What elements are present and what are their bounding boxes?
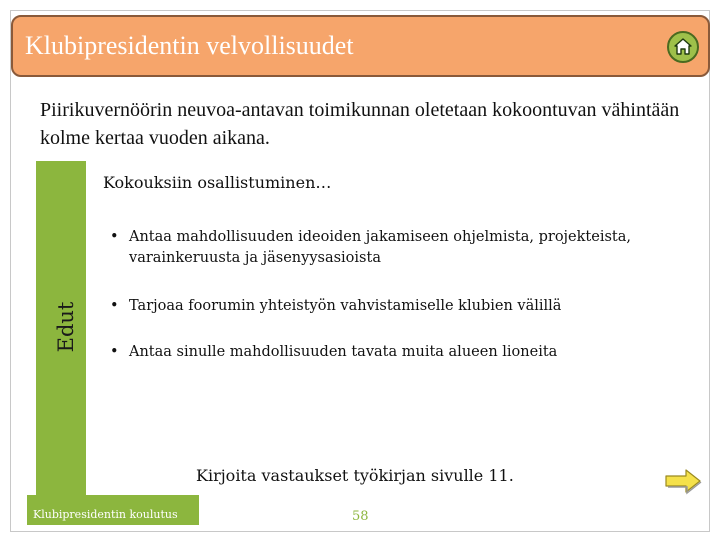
bullet: • xyxy=(110,344,119,360)
intro-text: Piirikuvernöörin neuvoa-antavan toimikunnan oletetaan kokoontuvan vähintään kolme kertaa vuoden aikana. xyxy=(40,99,680,149)
bullet: • xyxy=(110,298,119,314)
next-arrow-icon[interactable] xyxy=(664,466,704,496)
page-title: Klubipresidentin velvollisuudet xyxy=(25,31,354,60)
slide-frame xyxy=(10,10,710,532)
workbook-note: Kirjoita vastaukset työkirjan sivulle 11. xyxy=(196,466,514,485)
home-icon xyxy=(673,37,693,57)
list-item xyxy=(110,227,670,269)
footer-label-box xyxy=(27,495,199,525)
benefit-text: Tarjoaa foorumin yhteistyön vahvistamiselle klubien välillä xyxy=(129,298,562,314)
footer-label: Klubipresidentin koulutus xyxy=(33,508,178,521)
benefit-text: Antaa sinulle mahdollisuuden tavata muita alueen lioneita xyxy=(129,344,558,360)
bullet: • xyxy=(110,229,119,245)
sidebar-label: Edut xyxy=(54,301,78,353)
page-number: 58 xyxy=(352,509,369,524)
list-item xyxy=(110,296,670,317)
list-item xyxy=(110,342,670,363)
title-bar xyxy=(11,15,710,77)
benefit-text: Antaa mahdollisuuden ideoiden jakamiseen ohjelmista, projekteista, varainkeruusta ja jäsenyysasioista xyxy=(129,229,631,266)
subheading: Kokouksiin osallistuminen… xyxy=(103,173,332,192)
home-button[interactable] xyxy=(667,31,699,63)
